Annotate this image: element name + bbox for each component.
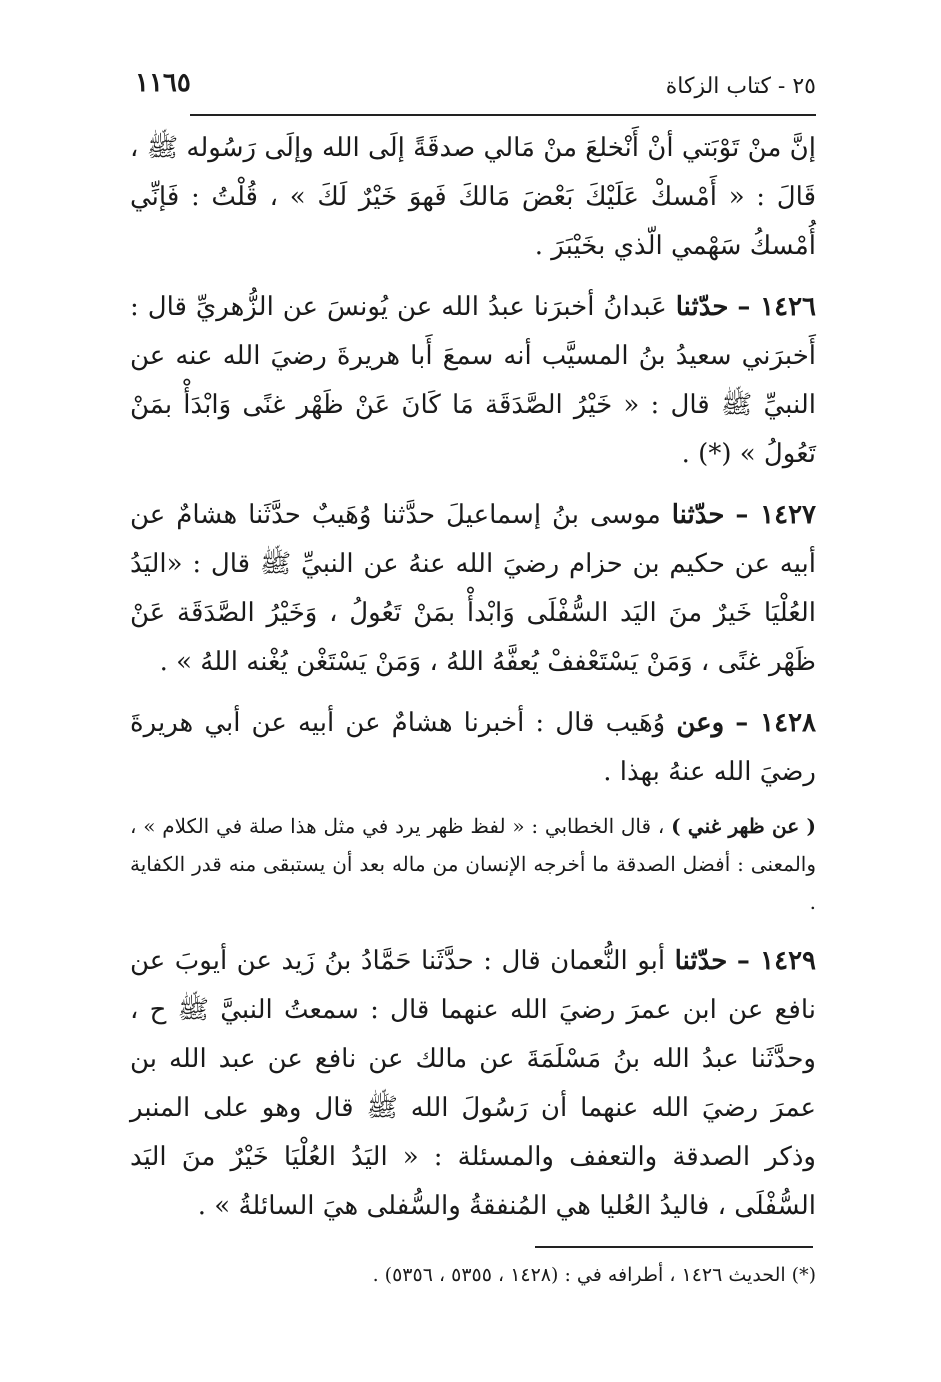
page-body bbox=[130, 124, 816, 1231]
hadith-number: ١٤٢٦ – bbox=[737, 292, 816, 322]
commentary-note bbox=[130, 807, 816, 921]
page-header bbox=[135, 68, 816, 108]
note-text: ، قال الخطابي : « لفظ ظهر يرد في مثل هذا صلة في الكلام » ، والمعنى : أفضل الصدقة ما أخرجه الإنسان من ماله بعد أن يستبقى منه قدر الكفاية . bbox=[130, 814, 817, 914]
paragraph-text: وُهَيب قال : أخبرنا هشامٌ عن أبيه عن أبي هريرةَ رضيَ الله عنهُ بهذا . bbox=[130, 708, 816, 787]
footnote: (*) الحديث ١٤٢٦ ، أطرافه في : (١٤٢٨ ، ٥٣٥٥ ، ٥٣٥٦) . bbox=[372, 1264, 816, 1286]
paragraph-text: عَبدانُ أخبرَنا عبدُ الله عن يُونسَ عن الزُّهريِّ قال : أَخبرَني سعيدُ بنُ المسيَّب أنه سمعَ أَبا هريرةَ رضيَ الله عنه عن النبيِّ ﷺ قال : « خَيْرُ الصَّدَقَة مَا كَانَ عَنْ ظَهْر غنًى وَابْدَأْ بمَنْ تَعُولُ » (*) . bbox=[130, 292, 816, 469]
hadith-number: ١٤٢٧ – bbox=[735, 500, 817, 530]
paragraph-text: إنَّ منْ تَوْبَتي أنْ أَنْخلعَ منْ مَالي صدقَةً إلَى الله وإلَى رَسُوله ﷺ ، قَالَ : « أَمْسكْ عَلَيْكَ بَعْضَ مَالكَ فَهوَ خَيْرٌ لَكَ » ، قُلْتُ : فَإنِّي أُمْسكُ سَهْمي الّذي بخَيْبَرَ . bbox=[130, 133, 816, 261]
chapter-title: ٢٥ - كتاب الزكاة bbox=[665, 74, 816, 99]
hadith-lead: حدّثنا bbox=[674, 946, 728, 976]
hadith-lead: وعن bbox=[676, 708, 725, 738]
paragraph-text: أبو النُّعمان قال : حدَّثَنا حَمَّادُ بنُ زَيد عن أيوبَ عن نافع عن ابن عمرَ رضيَ الله عنهما قال : سمعتُ النبيَّ ﷺ ح ، وحدَّثَنا عبدُ الله بنُ مَسْلَمَةَ عن مالك عن نافع عن عبد الله بن عمرَ رضيَ الله عنهما أن رَسُولَ الله ﷺ قال وهو على المنبر وذكر الصدقة والتعفف والمسئلة : « اليَدُ العُلْيَا خَيْرٌ منَ اليَد السُّفْلَى ، فاليدُ العُليا هي المُنفقةُ والسُّفلى هيَ السائلةُ » . bbox=[130, 946, 816, 1221]
hadith-lead: حدّثنا bbox=[675, 292, 729, 322]
hadith-1429 bbox=[130, 937, 816, 1231]
hadith-lead: حدّثنا bbox=[671, 500, 725, 530]
hadith-1428 bbox=[130, 699, 816, 797]
hadith-number: ١٤٢٨ – bbox=[735, 708, 817, 738]
paragraph-text: موسى بنُ إسماعيلَ حدَّثنا وُهَيبٌ حدَّثَنا هشامٌ عن أبيه عن حكيم بن حزام رضيَ الله عنهُ عن النبيِّ ﷺ قال : «اليَدُ العُلْيَا خَيرٌ منَ اليَد السُّفْلَى وَابْدأْ بمَنْ تَعُولُ ، وَخَيْرُ الصَّدَقَة عَنْ ظَهْر غنًى ، وَمَنْ يَسْتَعْففْ يُعفَّهُ اللهُ ، وَمَنْ يَسْتَغْن يُغْنه اللهُ » . bbox=[130, 500, 816, 677]
header-rule bbox=[190, 114, 816, 116]
hadith-continuation bbox=[130, 124, 816, 271]
hadith-1426 bbox=[130, 283, 816, 479]
footnote-rule bbox=[535, 1246, 813, 1248]
hadith-1427 bbox=[130, 491, 816, 687]
hadith-number: ١٤٢٩ – bbox=[736, 946, 817, 976]
note-term: ( عن ظهر غني ) bbox=[671, 814, 817, 838]
page-number: ١١٦٥ bbox=[135, 68, 191, 98]
